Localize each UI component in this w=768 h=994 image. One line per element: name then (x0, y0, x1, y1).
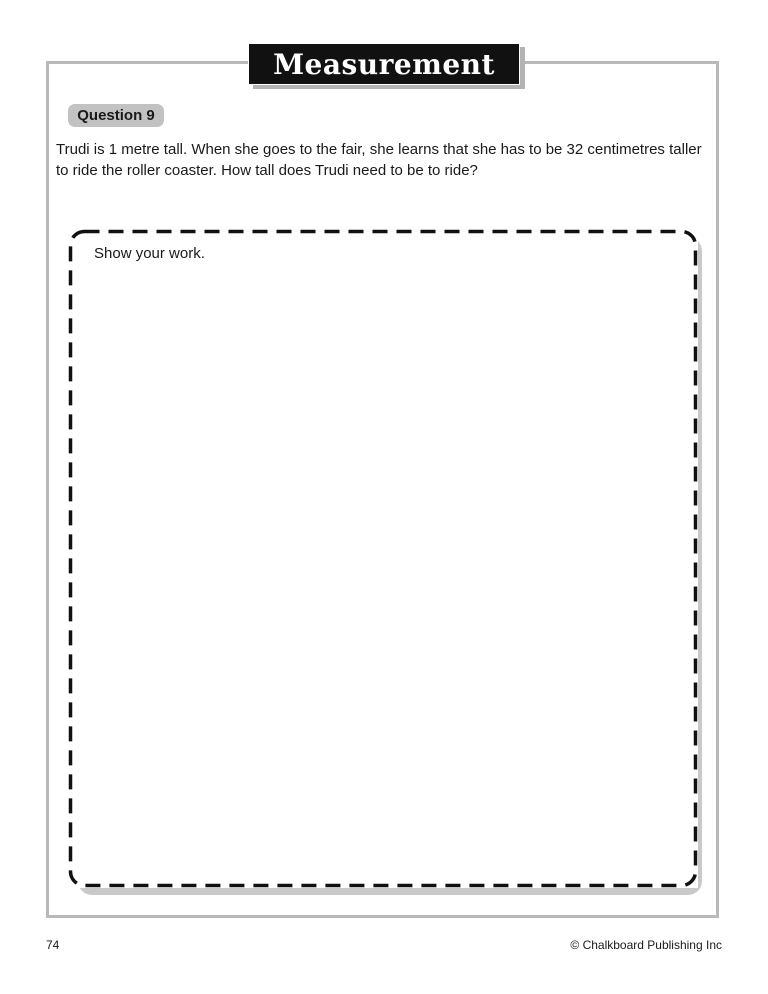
dashed-border (68, 229, 698, 888)
work-area[interactable] (68, 229, 698, 888)
question-badge: Question 9 (68, 104, 164, 127)
page-number: 74 (46, 938, 60, 952)
work-area-label: Show your work. (94, 245, 205, 262)
copyright-notice: © Chalkboard Publishing Inc (570, 938, 722, 952)
question-text: Trudi is 1 metre tall. When she goes to the fair, she learns that she has to be 32 centimetres taller to ride the roller coaster. How tall does Trudi need to be to ride? (56, 141, 702, 179)
page-title: Measurement (248, 43, 520, 85)
